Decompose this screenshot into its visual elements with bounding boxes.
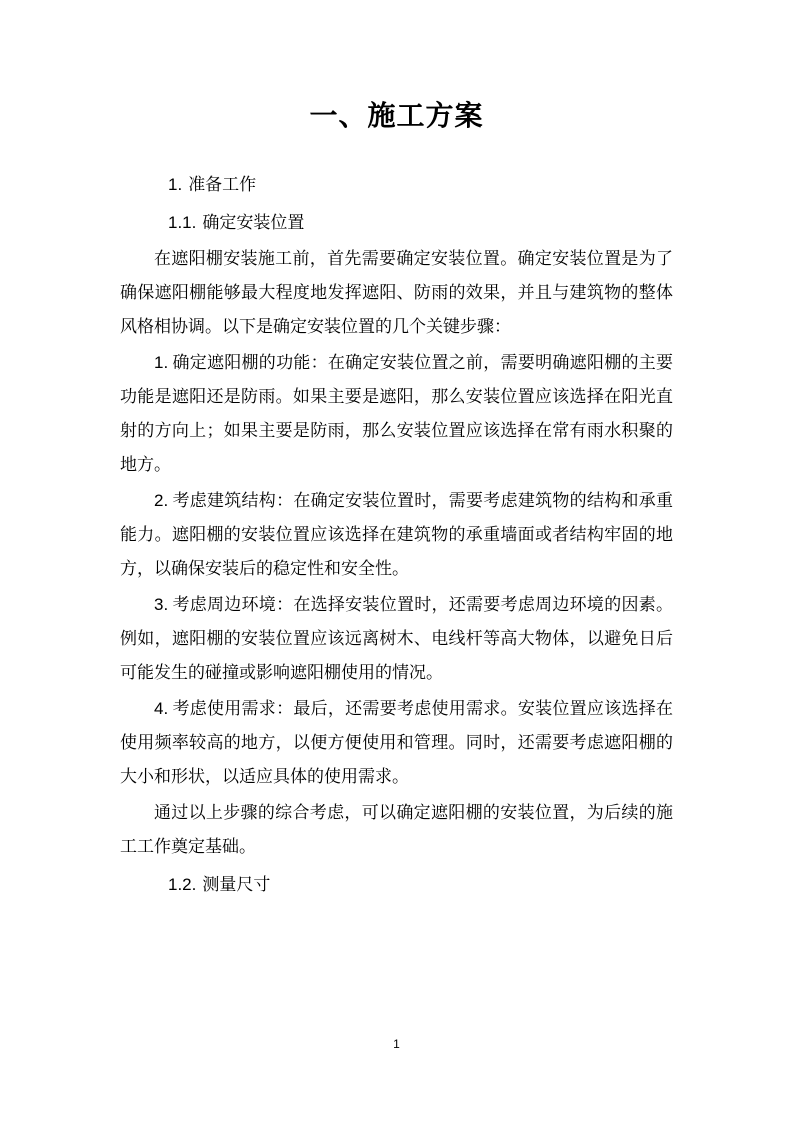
conclusion-paragraph: 通过以上步骤的综合考虑，可以确定遮阳棚的安装位置，为后续的施工工作奠定基础。 xyxy=(120,803,673,857)
step-text: 考虑使用需求：最后，还需要考虑使用需求。安装位置应该选择在使用频率较高的地方，以便方便使用和管理。同时，还需要考虑遮阳棚的大小和形状，以适应具体的使用需求。 xyxy=(120,699,673,787)
section-number: 1.1. xyxy=(168,213,197,232)
section-heading-1-2 xyxy=(120,868,673,902)
step-text: 考虑周边环境：在选择安装位置时，还需要考虑周边环境的因素。例如，遮阳棚的安装位置应该远离树木、电线杆等高大物体，以避免日后可能发生的碰撞或影响遮阳棚使用的情况。 xyxy=(120,595,673,683)
section-number: 1. xyxy=(168,175,183,194)
section-label: 准备工作 xyxy=(188,175,257,195)
step-2-paragraph xyxy=(120,484,673,586)
document-body xyxy=(120,168,673,902)
section-label: 测量尺寸 xyxy=(202,875,271,895)
section-heading-1 xyxy=(120,168,673,202)
step-4-paragraph xyxy=(120,692,673,794)
section-heading-1-1 xyxy=(120,206,673,240)
section-number: 1.2. xyxy=(168,875,197,894)
page-number: 1 xyxy=(393,1037,400,1051)
section-label: 确定安装位置 xyxy=(202,213,305,233)
step-text: 考虑建筑结构：在确定安装位置时，需要考虑建筑物的结构和承重能力。遮阳棚的安装位置应该选择在建筑物的承重墙面或者结构牢固的地方，以确保安装后的稳定性和安全性。 xyxy=(120,491,673,579)
step-text: 确定遮阳棚的功能：在确定安装位置之前，需要明确遮阳棚的主要功能是遮阳还是防雨。如果主要是遮阳，那么安装位置应该选择在阳光直射的方向上；如果主要是防雨，那么安装位置应该选择在常有雨水积聚的地方。 xyxy=(120,353,673,475)
step-number: 2. xyxy=(154,491,169,510)
step-1-paragraph xyxy=(120,346,673,482)
intro-paragraph: 在遮阳棚安装施工前，首先需要确定安装位置。确定安装位置是为了确保遮阳棚能够最大程度地发挥遮阳、防雨的效果，并且与建筑物的整体风格相协调。以下是确定安装位置的几个关键步骤： xyxy=(120,249,673,337)
page-title: 一、施工方案 xyxy=(309,99,484,132)
step-number: 1. xyxy=(154,353,169,372)
step-number: 3. xyxy=(154,595,169,614)
step-number: 4. xyxy=(154,699,169,718)
step-3-paragraph xyxy=(120,588,673,690)
